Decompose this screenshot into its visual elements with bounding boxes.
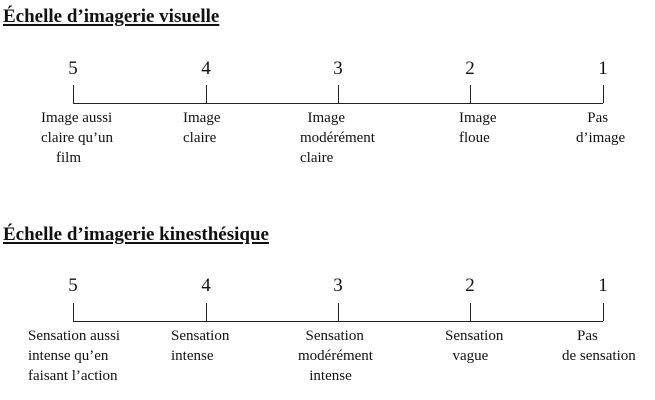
visual-value-1: 1 bbox=[598, 58, 608, 79]
visual-label-2: Image floue bbox=[459, 110, 497, 146]
kinesthetic-tick-1 bbox=[603, 303, 604, 321]
visual-label-4: Image claire bbox=[183, 110, 221, 146]
visual-label-3: Image modérément claire bbox=[300, 110, 375, 166]
visual-value-3: 3 bbox=[333, 58, 343, 79]
kinesthetic-label-3: Sensation modérément intense bbox=[298, 328, 373, 384]
visual-scale-title: Échelle d’imagerie visuelle bbox=[3, 6, 220, 27]
kinesthetic-tick-4 bbox=[206, 303, 207, 321]
kinesthetic-scale-axis bbox=[73, 321, 603, 322]
kinesthetic-value-1: 1 bbox=[598, 275, 608, 296]
kinesthetic-value-2: 2 bbox=[465, 275, 475, 296]
kinesthetic-value-5: 5 bbox=[68, 275, 78, 296]
kinesthetic-label-1: Pas de sensation bbox=[562, 328, 636, 364]
visual-value-4: 4 bbox=[201, 58, 211, 79]
kinesthetic-tick-2 bbox=[470, 303, 471, 321]
kinesthetic-label-4: Sensation intense bbox=[171, 328, 230, 364]
kinesthetic-value-4: 4 bbox=[201, 275, 211, 296]
kinesthetic-scale-title: Échelle d’imagerie kinesthésique bbox=[3, 224, 269, 245]
kinesthetic-value-3: 3 bbox=[333, 275, 343, 296]
kinesthetic-tick-5 bbox=[73, 303, 74, 321]
kinesthetic-label-5: Sensation aussi intense qu’en faisant l’action bbox=[28, 328, 121, 384]
visual-label-5: Image aussi claire qu’un film bbox=[41, 110, 114, 166]
kinesthetic-tick-3 bbox=[338, 303, 339, 321]
visual-label-1: Pas d’image bbox=[576, 110, 626, 146]
visual-value-5: 5 bbox=[68, 58, 78, 79]
kinesthetic-label-2: Sensation vague bbox=[445, 328, 504, 364]
visual-value-2: 2 bbox=[465, 58, 475, 79]
